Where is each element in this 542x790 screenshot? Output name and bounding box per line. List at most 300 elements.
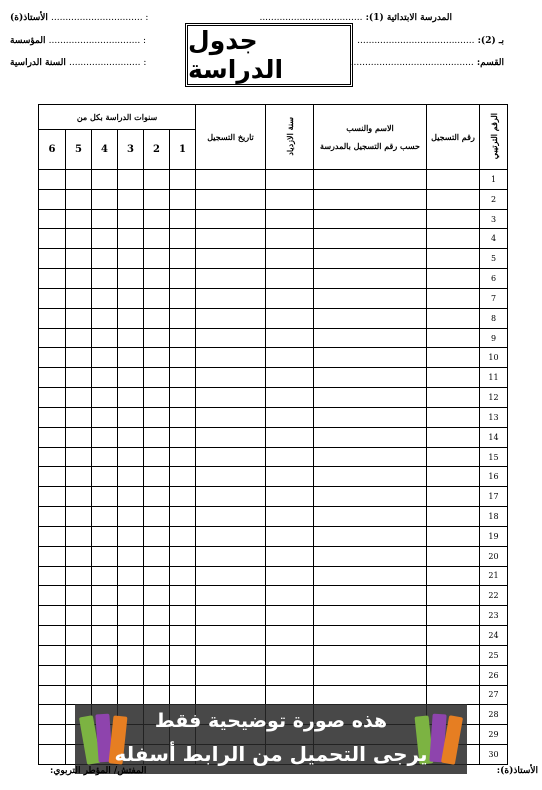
entry-cell[interactable]: [170, 269, 196, 289]
entry-cell[interactable]: [39, 249, 66, 269]
entry-cell[interactable]: [427, 487, 480, 507]
entry-cell[interactable]: [196, 189, 266, 209]
year-header-3: [118, 130, 144, 170]
entry-cell[interactable]: [314, 170, 427, 190]
entry-cell[interactable]: [427, 328, 480, 348]
entry-cell[interactable]: [314, 447, 427, 467]
entry-cell[interactable]: [196, 586, 266, 606]
entry-cell[interactable]: [144, 229, 170, 249]
entry-cell[interactable]: [427, 507, 480, 527]
watermark-overlay: [75, 704, 467, 774]
entry-cell[interactable]: [170, 626, 196, 646]
entry-cell[interactable]: [196, 487, 266, 507]
entry-cell[interactable]: [427, 368, 480, 388]
entry-cell[interactable]: [314, 328, 427, 348]
row-number: 22: [480, 586, 508, 606]
entry-cell[interactable]: [196, 447, 266, 467]
header-name-line1: الاسم والنسب: [346, 123, 394, 133]
entry-cell[interactable]: [314, 269, 427, 289]
entry-cell[interactable]: [170, 526, 196, 546]
entry-cell[interactable]: [314, 368, 427, 388]
entry-cell[interactable]: [144, 189, 170, 209]
entry-cell[interactable]: [427, 566, 480, 586]
entry-cell[interactable]: [170, 348, 196, 368]
entry-cell[interactable]: [39, 189, 66, 209]
row-number: 9: [480, 328, 508, 348]
entry-cell[interactable]: [118, 586, 144, 606]
entry-cell[interactable]: [196, 507, 266, 527]
entry-cell[interactable]: [196, 209, 266, 229]
entry-cell[interactable]: [170, 189, 196, 209]
entry-cell[interactable]: [144, 368, 170, 388]
entry-cell[interactable]: [39, 606, 66, 626]
entry-cell[interactable]: [266, 645, 314, 665]
entry-cell[interactable]: [144, 566, 170, 586]
entry-cell[interactable]: [266, 447, 314, 467]
entry-cell[interactable]: [170, 467, 196, 487]
entry-cell[interactable]: [266, 249, 314, 269]
entry-cell[interactable]: [66, 685, 92, 705]
entry-cell[interactable]: [427, 249, 480, 269]
entry-cell[interactable]: [314, 606, 427, 626]
entry-cell[interactable]: [170, 407, 196, 427]
entry-cell[interactable]: [196, 665, 266, 685]
entry-cell[interactable]: [92, 586, 118, 606]
entry-cell[interactable]: [39, 626, 66, 646]
entry-cell[interactable]: [66, 546, 92, 566]
entry-cell[interactable]: [196, 546, 266, 566]
entry-cell[interactable]: [118, 526, 144, 546]
entry-cell[interactable]: [266, 606, 314, 626]
entry-cell[interactable]: [170, 388, 196, 408]
entry-cell[interactable]: [66, 328, 92, 348]
entry-cell[interactable]: [170, 209, 196, 229]
entry-cell[interactable]: [66, 665, 92, 685]
entry-cell[interactable]: [66, 229, 92, 249]
entry-cell[interactable]: [196, 645, 266, 665]
entry-cell[interactable]: [266, 467, 314, 487]
entry-cell[interactable]: [118, 606, 144, 626]
entry-cell[interactable]: [66, 288, 92, 308]
entry-cell[interactable]: [144, 209, 170, 229]
entry-cell[interactable]: [92, 526, 118, 546]
entry-cell[interactable]: [118, 229, 144, 249]
entry-cell[interactable]: [39, 745, 66, 765]
entry-cell[interactable]: [39, 685, 66, 705]
entry-cell[interactable]: [118, 249, 144, 269]
header-years-label: سنوات الدراسة بكل من: [76, 112, 158, 122]
entry-cell[interactable]: [144, 328, 170, 348]
entry-cell[interactable]: [118, 170, 144, 190]
entry-cell[interactable]: [266, 665, 314, 685]
entry-cell[interactable]: [427, 447, 480, 467]
entry-cell[interactable]: [92, 487, 118, 507]
entry-cell[interactable]: [66, 388, 92, 408]
entry-cell[interactable]: [118, 546, 144, 566]
entry-cell[interactable]: [170, 447, 196, 467]
entry-cell[interactable]: [170, 665, 196, 685]
entry-cell[interactable]: [92, 407, 118, 427]
entry-cell[interactable]: [170, 368, 196, 388]
entry-cell[interactable]: [92, 209, 118, 229]
entry-cell[interactable]: [66, 487, 92, 507]
entry-cell[interactable]: [144, 546, 170, 566]
entry-cell[interactable]: [314, 665, 427, 685]
entry-cell[interactable]: [314, 288, 427, 308]
entry-cell[interactable]: [66, 526, 92, 546]
entry-cell[interactable]: [66, 348, 92, 368]
entry-cell[interactable]: [170, 546, 196, 566]
entry-cell[interactable]: [427, 407, 480, 427]
entry-cell[interactable]: [314, 586, 427, 606]
entry-cell[interactable]: [427, 645, 480, 665]
table-row: [39, 189, 508, 209]
entry-cell[interactable]: [196, 606, 266, 626]
entry-cell[interactable]: [144, 308, 170, 328]
entry-cell[interactable]: [118, 189, 144, 209]
header-regdate-label: تاريخ التسجيل: [207, 132, 254, 142]
entry-cell[interactable]: [118, 288, 144, 308]
entry-cell[interactable]: [427, 229, 480, 249]
entry-cell[interactable]: [118, 566, 144, 586]
entry-cell[interactable]: [144, 348, 170, 368]
entry-cell[interactable]: [427, 170, 480, 190]
entry-cell[interactable]: [196, 566, 266, 586]
entry-cell[interactable]: [118, 645, 144, 665]
entry-cell[interactable]: [427, 308, 480, 328]
location-field: [357, 36, 504, 46]
entry-cell[interactable]: [39, 725, 66, 745]
table-row: [39, 269, 508, 289]
entry-cell[interactable]: [39, 328, 66, 348]
entry-cell[interactable]: [66, 209, 92, 229]
entry-cell[interactable]: [314, 546, 427, 566]
entry-cell[interactable]: [427, 626, 480, 646]
entry-cell[interactable]: [144, 606, 170, 626]
entry-cell[interactable]: [66, 308, 92, 328]
entry-cell[interactable]: [170, 507, 196, 527]
entry-cell[interactable]: [92, 348, 118, 368]
entry-cell[interactable]: [66, 249, 92, 269]
entry-cell[interactable]: [427, 526, 480, 546]
entry-cell[interactable]: [314, 189, 427, 209]
entry-cell[interactable]: [266, 209, 314, 229]
entry-cell[interactable]: [427, 546, 480, 566]
entry-cell[interactable]: [66, 586, 92, 606]
row-number: 23: [480, 606, 508, 626]
entry-cell[interactable]: [427, 685, 480, 705]
entry-cell[interactable]: [196, 626, 266, 646]
entry-cell[interactable]: [92, 288, 118, 308]
entry-cell[interactable]: [92, 170, 118, 190]
entry-cell[interactable]: [266, 427, 314, 447]
entry-cell[interactable]: [118, 487, 144, 507]
entry-cell[interactable]: [118, 665, 144, 685]
entry-cell[interactable]: [118, 626, 144, 646]
entry-cell[interactable]: [92, 626, 118, 646]
entry-cell[interactable]: [427, 288, 480, 308]
entry-cell[interactable]: [92, 645, 118, 665]
entry-cell[interactable]: [144, 507, 170, 527]
entry-cell[interactable]: [170, 586, 196, 606]
entry-cell[interactable]: [427, 269, 480, 289]
entry-cell[interactable]: [39, 288, 66, 308]
entry-cell[interactable]: [427, 427, 480, 447]
entry-cell[interactable]: [314, 645, 427, 665]
entry-cell[interactable]: [314, 507, 427, 527]
entry-cell[interactable]: [66, 368, 92, 388]
entry-cell[interactable]: [144, 626, 170, 646]
entry-cell[interactable]: [39, 427, 66, 447]
entry-cell[interactable]: [266, 368, 314, 388]
entry-cell[interactable]: [92, 546, 118, 566]
header-regnum: [427, 105, 480, 170]
entry-cell[interactable]: [118, 427, 144, 447]
school-year-label: السنة الدراسية: [10, 58, 66, 68]
entry-cell[interactable]: [144, 526, 170, 546]
entry-cell[interactable]: [92, 269, 118, 289]
entry-cell[interactable]: [170, 427, 196, 447]
entry-cell[interactable]: [196, 288, 266, 308]
entry-cell[interactable]: [314, 308, 427, 328]
entry-cell[interactable]: [144, 447, 170, 467]
entry-cell[interactable]: [39, 447, 66, 467]
entry-cell[interactable]: [66, 507, 92, 527]
table-row: [39, 308, 508, 328]
entry-cell[interactable]: [170, 645, 196, 665]
entry-cell[interactable]: [266, 566, 314, 586]
entry-cell[interactable]: [170, 170, 196, 190]
entry-cell[interactable]: [314, 388, 427, 408]
entry-cell[interactable]: [314, 427, 427, 447]
entry-cell[interactable]: [314, 526, 427, 546]
row-number: 14: [480, 427, 508, 447]
entry-cell[interactable]: [266, 269, 314, 289]
entry-cell[interactable]: [266, 170, 314, 190]
entry-cell[interactable]: [118, 209, 144, 229]
entry-cell[interactable]: [92, 249, 118, 269]
entry-cell[interactable]: [314, 685, 427, 705]
entry-cell[interactable]: [39, 348, 66, 368]
entry-cell[interactable]: [66, 606, 92, 626]
entry-cell[interactable]: [92, 665, 118, 685]
entry-cell[interactable]: [66, 645, 92, 665]
entry-cell[interactable]: [427, 606, 480, 626]
entry-cell[interactable]: [314, 407, 427, 427]
entry-cell[interactable]: [92, 427, 118, 447]
entry-cell[interactable]: [92, 447, 118, 467]
entry-cell[interactable]: [66, 427, 92, 447]
row-number: 16: [480, 467, 508, 487]
entry-cell[interactable]: [314, 209, 427, 229]
entry-cell[interactable]: [118, 308, 144, 328]
entry-cell[interactable]: [92, 368, 118, 388]
entry-cell[interactable]: [118, 368, 144, 388]
entry-cell[interactable]: [118, 328, 144, 348]
entry-cell[interactable]: [170, 249, 196, 269]
entry-cell[interactable]: [196, 368, 266, 388]
entry-cell[interactable]: [144, 170, 170, 190]
entry-cell[interactable]: [39, 368, 66, 388]
entry-cell[interactable]: [266, 546, 314, 566]
row-number: 5: [480, 249, 508, 269]
entry-cell[interactable]: [196, 308, 266, 328]
entry-cell[interactable]: [66, 626, 92, 646]
entry-cell[interactable]: [427, 209, 480, 229]
row-number: 18: [480, 507, 508, 527]
entry-cell[interactable]: [118, 407, 144, 427]
entry-cell[interactable]: [144, 249, 170, 269]
entry-cell[interactable]: [118, 388, 144, 408]
entry-cell[interactable]: [266, 526, 314, 546]
entry-cell[interactable]: [39, 507, 66, 527]
entry-cell[interactable]: [170, 685, 196, 705]
entry-cell[interactable]: [144, 407, 170, 427]
entry-cell[interactable]: [39, 705, 66, 725]
entry-cell[interactable]: [144, 427, 170, 447]
table-row: [39, 407, 508, 427]
entry-cell[interactable]: [266, 626, 314, 646]
entry-cell[interactable]: [66, 467, 92, 487]
entry-cell[interactable]: [39, 665, 66, 685]
entry-cell[interactable]: [92, 467, 118, 487]
entry-cell[interactable]: [92, 566, 118, 586]
table-row: [39, 507, 508, 527]
entry-cell[interactable]: [39, 308, 66, 328]
entry-cell[interactable]: [314, 348, 427, 368]
entry-cell[interactable]: [314, 467, 427, 487]
entry-cell[interactable]: [144, 586, 170, 606]
entry-cell[interactable]: [118, 269, 144, 289]
entry-cell[interactable]: [39, 170, 66, 190]
entry-cell[interactable]: [266, 407, 314, 427]
entry-cell[interactable]: [144, 467, 170, 487]
entry-cell[interactable]: [118, 685, 144, 705]
entry-cell[interactable]: [427, 388, 480, 408]
entry-cell[interactable]: [92, 308, 118, 328]
entry-cell[interactable]: [39, 269, 66, 289]
entry-cell[interactable]: [144, 388, 170, 408]
entry-cell[interactable]: [196, 685, 266, 705]
entry-cell[interactable]: [170, 328, 196, 348]
entry-cell[interactable]: [427, 189, 480, 209]
entry-cell[interactable]: [314, 249, 427, 269]
entry-cell[interactable]: [266, 229, 314, 249]
entry-cell[interactable]: [266, 507, 314, 527]
entry-cell[interactable]: [196, 269, 266, 289]
entry-cell[interactable]: [314, 566, 427, 586]
entry-cell[interactable]: [170, 308, 196, 328]
entry-cell[interactable]: [92, 507, 118, 527]
table-row: [39, 546, 508, 566]
entry-cell[interactable]: [39, 586, 66, 606]
entry-cell[interactable]: [427, 348, 480, 368]
entry-cell[interactable]: [427, 586, 480, 606]
entry-cell[interactable]: [196, 249, 266, 269]
entry-cell[interactable]: [266, 288, 314, 308]
entry-cell[interactable]: [66, 566, 92, 586]
entry-cell[interactable]: [144, 645, 170, 665]
entry-cell[interactable]: [39, 229, 66, 249]
entry-cell[interactable]: [39, 546, 66, 566]
teacher-field: [10, 13, 148, 23]
entry-cell[interactable]: [266, 308, 314, 328]
entry-cell[interactable]: [314, 626, 427, 646]
entry-cell[interactable]: [92, 229, 118, 249]
entry-cell[interactable]: [39, 209, 66, 229]
entry-cell[interactable]: [314, 229, 427, 249]
entry-cell[interactable]: [196, 388, 266, 408]
header-name: [314, 105, 427, 170]
entry-cell[interactable]: [92, 606, 118, 626]
entry-cell[interactable]: [92, 685, 118, 705]
entry-cell[interactable]: [170, 606, 196, 626]
entry-cell[interactable]: [266, 487, 314, 507]
entry-cell[interactable]: [92, 388, 118, 408]
entry-cell[interactable]: [170, 229, 196, 249]
entry-cell[interactable]: [39, 566, 66, 586]
entry-cell[interactable]: [266, 685, 314, 705]
entry-cell[interactable]: [118, 447, 144, 467]
entry-cell[interactable]: [196, 170, 266, 190]
entry-cell[interactable]: [118, 467, 144, 487]
entry-cell[interactable]: [170, 487, 196, 507]
entry-cell[interactable]: [314, 487, 427, 507]
entry-cell[interactable]: [66, 447, 92, 467]
entry-cell[interactable]: [266, 388, 314, 408]
entry-cell[interactable]: [39, 645, 66, 665]
footer-inspector-label: المفتش/ المؤطر التربوي:: [50, 766, 147, 776]
table-row: [39, 288, 508, 308]
entry-cell[interactable]: [266, 328, 314, 348]
entry-cell[interactable]: [427, 467, 480, 487]
entry-cell[interactable]: [144, 665, 170, 685]
entry-cell[interactable]: [39, 407, 66, 427]
entry-cell[interactable]: [196, 229, 266, 249]
entry-cell[interactable]: [66, 269, 92, 289]
entry-cell[interactable]: [39, 467, 66, 487]
entry-cell[interactable]: [266, 348, 314, 368]
entry-cell[interactable]: [92, 328, 118, 348]
entry-cell[interactable]: [196, 467, 266, 487]
entry-cell[interactable]: [66, 407, 92, 427]
entry-cell[interactable]: [66, 170, 92, 190]
entry-cell[interactable]: [196, 348, 266, 368]
entry-cell[interactable]: [196, 526, 266, 546]
entry-cell[interactable]: [266, 586, 314, 606]
entry-cell[interactable]: [196, 427, 266, 447]
school-year-fill: : .........................: [68, 58, 147, 68]
entry-cell[interactable]: [144, 685, 170, 705]
entry-cell[interactable]: [170, 566, 196, 586]
entry-cell[interactable]: [144, 487, 170, 507]
entry-cell[interactable]: [427, 665, 480, 685]
entry-cell[interactable]: [144, 269, 170, 289]
entry-cell[interactable]: [66, 189, 92, 209]
entry-cell[interactable]: [118, 507, 144, 527]
entry-cell[interactable]: [92, 189, 118, 209]
entry-cell[interactable]: [39, 487, 66, 507]
entry-cell[interactable]: [170, 288, 196, 308]
entry-cell[interactable]: [39, 526, 66, 546]
entry-cell[interactable]: [144, 288, 170, 308]
entry-cell[interactable]: [196, 407, 266, 427]
entry-cell[interactable]: [266, 189, 314, 209]
entry-cell[interactable]: [39, 388, 66, 408]
row-number: 6: [480, 269, 508, 289]
entry-cell[interactable]: [196, 328, 266, 348]
entry-cell[interactable]: [118, 348, 144, 368]
